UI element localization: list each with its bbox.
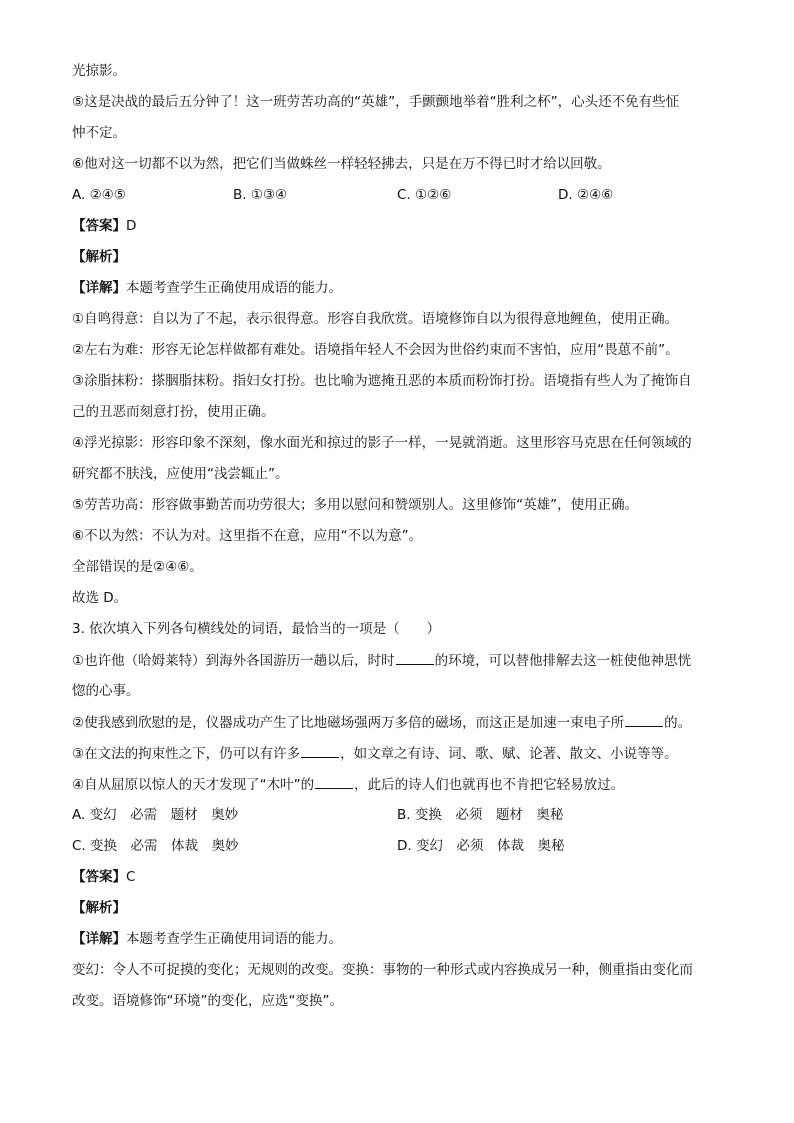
- q3-sentence1-line1: [72, 651, 691, 670]
- explain-2: ②左右为难：形容无论怎样做都有难处。语境指年轻人不会因为世俗约束而不害怕，应用“畏葸不前”。: [72, 342, 679, 358]
- fill-blank: [625, 713, 663, 727]
- q3-option-b: B. 变换 必须 题材 奥秘: [397, 807, 564, 823]
- q3-analysis-tag: 【解析】: [72, 900, 126, 916]
- explain-4-line1: ④浮光掠影：形容印象不深刻，像水面光和掠过的影子一样，一晃就消逝。这里形容马克思在任何领域的: [72, 435, 692, 451]
- explain-3-line1: ③涂脂抹粉：搽胭脂抹粉。指妇女打扮。也比喻为遮掩丑恶的本质而粉饰打扮。语境指有些人为了掩饰自: [72, 373, 692, 389]
- q2-option-b: B. ①③④: [233, 187, 288, 203]
- s4-pre: ④自从屈原以惊人的天才发现了“木叶”的: [72, 777, 315, 793]
- q3-sentence3: [72, 744, 678, 763]
- answer-tag: 【答案】: [72, 218, 126, 234]
- choose: 故选 D。: [72, 590, 128, 606]
- explain-4-line2: 研究都不肤浅，应使用“浅尝辄止”。: [72, 466, 289, 482]
- detail-tag: 【详解】: [72, 280, 126, 296]
- conclusion: 全部错误的是②④⑥。: [72, 559, 203, 575]
- s4-post: ，此后的诗人们也就再也不肯把它轻易放过。: [354, 777, 625, 793]
- detail-intro: 本题考查学生正确使用成语的能力。: [126, 280, 342, 296]
- explain-1: ①自鸣得意：自以为了不起，表示很得意。形容自我欣赏。语境修饰自以为很得意地鲤鱼，使用正确。: [72, 311, 679, 327]
- fill-blank: [396, 651, 434, 665]
- detail-tag: 【详解】: [72, 931, 126, 947]
- s1-pre: ①也许他（哈姆莱特）到海外各国游历一趟以后，时时: [72, 653, 395, 669]
- explain-3-line2: 己的丑恶而刻意打扮，使用正确。: [72, 404, 275, 420]
- answer-value: D: [126, 218, 137, 234]
- q3-option-c: C. 变换 必需 体裁 奥妙: [72, 838, 239, 854]
- q3-option-d: D. 变幻 必须 体裁 奥秘: [397, 838, 565, 854]
- s2-post: 的。: [664, 715, 692, 731]
- item6: ⑥他对这一切都不以为然，把它们当做蛛丝一样轻轻拂去，只是在万不得已时才给以回敬。: [72, 156, 611, 172]
- detail-intro: 本题考查学生正确使用词语的能力。: [126, 931, 342, 947]
- q3-sentence2: [72, 713, 691, 732]
- s3-pre: ③在文法的拘束性之下，仍可以有许多: [72, 746, 301, 762]
- q2-analysis-tag: 【解析】: [72, 249, 126, 265]
- q3-sentence1-line2: 惚的心事。: [72, 683, 140, 699]
- s1-post: 的环境，可以替他排解去这一桩使他神思恍: [434, 653, 692, 669]
- q3-option-a: A. 变幻 必需 题材 奥妙: [72, 807, 239, 823]
- fill-blank: [315, 775, 353, 789]
- s3-post: ，如文章之有诗、词、歌、赋、论著、散文、小说等等。: [340, 746, 678, 762]
- q3-stem: 3. 依次填入下列各句横线处的词语，最恰当的一项是（ ）: [72, 621, 441, 637]
- answer-tag: 【答案】: [72, 869, 126, 885]
- q2-option-c: C. ①②⑥: [397, 187, 452, 203]
- q3-sentence4: [72, 775, 624, 794]
- answer-value: C: [126, 869, 136, 885]
- fill-blank: [301, 744, 339, 758]
- q3-explain-line1: 变幻：令人不可捉摸的变化；无规则的改变。变换：事物的一种形式或内容换成另一种，侧重指由变化而: [72, 962, 693, 978]
- q3-explain-line2: 改变。语境修饰“环境”的变化，应选“变换”。: [72, 993, 343, 1009]
- q2-answer: [72, 217, 136, 235]
- q2-option-d: D. ②④⑥: [558, 187, 614, 203]
- item5-line2: 忡不定。: [72, 125, 126, 141]
- s2-pre: ②使我感到欣慰的是，仪器成功产生了比地磁场强两万多倍的磁场，而这正是加速一束电子所: [72, 715, 625, 731]
- q2-option-a: A. ②④⑤: [72, 187, 126, 203]
- item5-line1: ⑤这是决战的最后五分钟了！这一班劳苦功高的“英雄”，手颤颤地举着“胜利之杯”，心头还不免有些怔: [72, 94, 680, 110]
- explain-5: ⑤劳苦功高：形容做事勤苦而功劳很大；多用以慰问和赞颂别人。这里修饰“英雄”，使用正确。: [72, 497, 639, 513]
- q2-detail: [72, 279, 342, 297]
- explain-6: ⑥不以为然：不认为对。这里指不在意，应用“不以为意”。: [72, 528, 423, 544]
- item4-continuation: 光掠影。: [72, 63, 126, 79]
- q3-answer: [72, 868, 135, 886]
- q3-detail: [72, 930, 342, 948]
